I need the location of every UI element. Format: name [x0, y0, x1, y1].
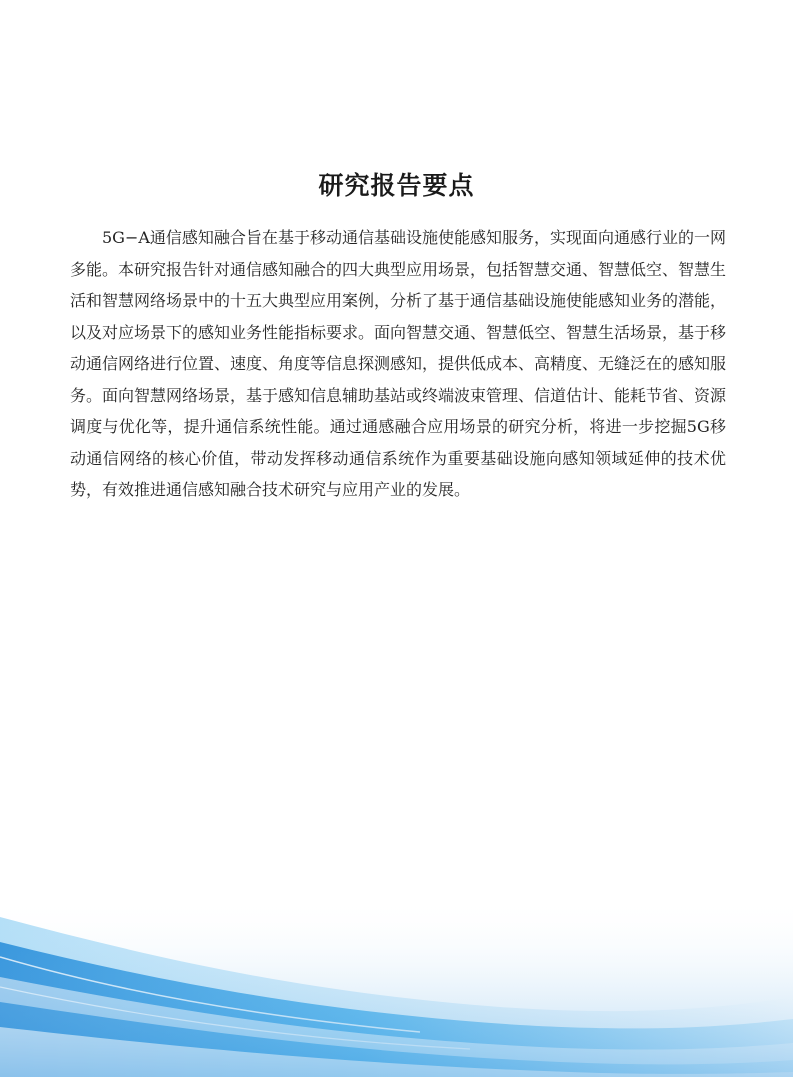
summary-paragraph: 5G−A通信感知融合旨在基于移动通信基础设施使能感知服务，实现面向通感行业的一网多能。本研究报告针对通信感知融合的四大典型应用场景，包括智慧交通、智慧低空、智慧生活和智慧网络场景中的十五大典型应用案例，分析了基于通信基础设施使能感知业务的潜能，以及对应场景下的感知业务性能指标要求。面向智慧交通、智慧低空、智慧生活场景，基于移动通信网络进行位置、速度、角度等信息探测感知，提供低成本、高精度、无缝泛在的感知服务。面向智慧网络场景，基于感知信息辅助基站或终端波束管理、信道估计、能耗节省、资源调度与优化等，提升通信系统性能。通过通感融合应用场景的研究分析，将进一步挖掘5G移动通信网络的核心价值，带动发挥移动通信系统作为重要基础设施向感知领域延伸的技术优势，有效推进通信感知融合技术研究与应用产业的发展。	[70, 228, 727, 499]
page-title: 研究报告要点	[318, 171, 475, 200]
decorative-wave-footer	[0, 897, 793, 1077]
